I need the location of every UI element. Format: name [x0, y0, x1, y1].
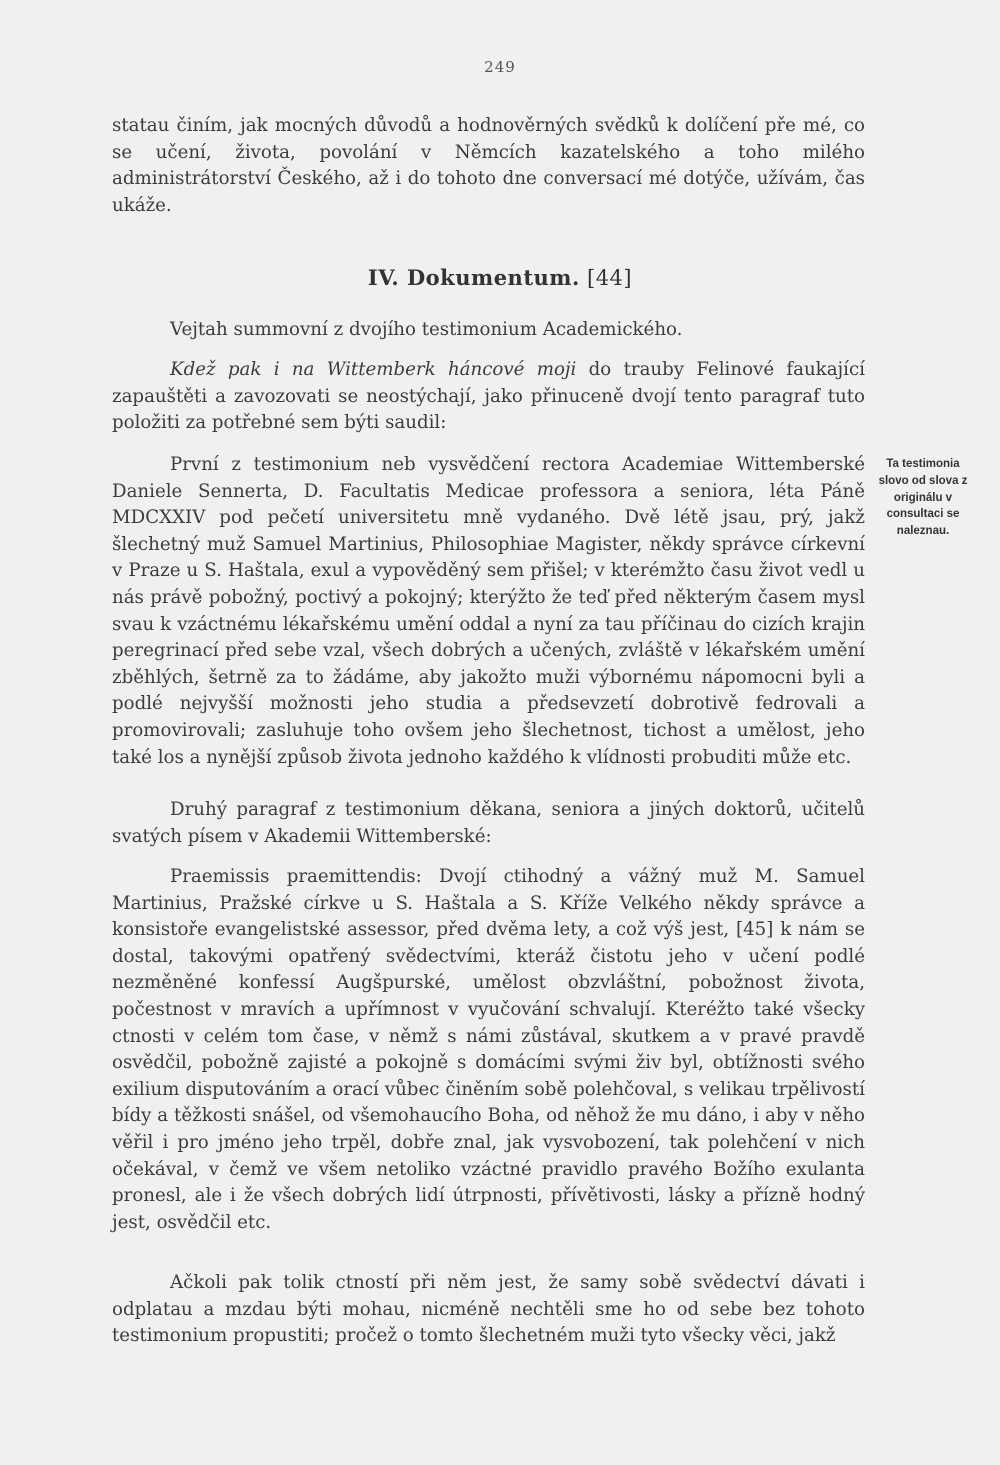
paragraph-first-testimonium: První z testimonium neb vysvědčení rectora Academiae Wittemberské Daniele Sennerta, D. Facultatis Medicae professora a seniora, léta Páně MDCXXIV pod pečetí universitetu mně vydaného. Dvě létě jsau, prý, jakž šlechetný muž Samuel Martinius, Philosophiae Magister, někdy správce církevní v Praze u S. Haštala, exul a vypověděný sem přišel; v kterémžto času život vedl u nás právě pobožný, poctivý a pokojný; kterýžto že teď před některým časem mysl svau k vzáctnému lékařskému umění oddal a nyní za tau příčinau do cizích krajin peregrinací před sebe vzal, všech dobrých a učených, zvláště v lékařském umění zběhlých, šetrně za to žádáme, aby jakožto muži výbornému nápomocni byli a podlé nejvyšší možnosti jeho studia a předsevzetí dobrotivě fedrovali a promovirovali; zasluhuje toho ovšem jeho šlechetnost, tichost a umělost, jeho také los a nynější způsob života jednoho každého k vlídnosti probuditi může etc.	[112, 454, 865, 768]
heading-reference: [44]	[579, 266, 633, 290]
paragraph-summary: Vejtah summovní z dvojího testimonium Academického.	[170, 319, 683, 340]
margin-note: Ta testimonia slovo od slova z originálu v consultaci se naleznau.	[878, 458, 968, 538]
paragraph-opening: statau činím, jak mocných důvodů a hodnověrných svědků k dolíčení pře mé, co se učení, života, povolání v Němcích kazatelského a toho milého administrátorství Českého, až i do tohoto dne conversací mé dotýče, užívám, čas ukáže.	[112, 115, 865, 216]
paragraph-closing: Ačkoli pak tolik ctností při něm jest, že samy sobě svědectví dávati i odplatau a mzdau býti mohau, nicméně nechtěli sme ho od sebe bez tohoto testimonium propustiti; pročež o tomto šlechetném muži tyto všecky věci, jakž	[112, 1272, 865, 1347]
section-heading	[0, 265, 1000, 290]
heading-title: IV. Dokumentum.	[367, 265, 580, 290]
paragraph-intro	[112, 357, 865, 437]
paragraph-second-testimonium: Praemissis praemittendis: Dvojí ctihodný a vážný muž M. Samuel Martinius, Pražské církve u S. Haštala a S. Kříže Velkého někdy správce a konsistoře evangelistské assessor, před dvěma lety, a což výš jest, [45] k nám se dostal, takovými opatřený svědectvími, kteráž čistotu jeho v učení podlé nezměněné konfessí Augšpurské, umělost obzvláštní, pobožnost života, počestnost v mravích a upřímnost v vyučování schvalují. Kteréžto také všecky ctnosti v celém tom čase, v němž s námi zůstával, skutkem a v pravé pravdě osvědčil, pobožně zajisté a pokojně s domácími svými živ byl, obtížnosti svého exilium disputováním a orací vůbec činěním sobě polehčoval, s velikau trpělivostí bídy a těžkosti snášel, od všemohaucího Boha, od něhož že mu dáno, i aby v něho věřil i pro jméno jeho trpěl, dobře znal, jak vysvobození, tak polehčení v nich očekával, v čemž ve všem netoliko vzáctné pravidlo pravého Božího exulanta pronesl, ale i že všech dobrých lidí útrpnosti, přívětivosti, lásky a přízně hodný jest, osvědčil etc.	[112, 866, 865, 1233]
italic-phrase: Kdež pak i na Wittemberk háncové moji	[170, 359, 577, 380]
paragraph-second-heading: Druhý paragraf z testimonium děkana, seniora a jiných doktorů, učitelů svatých písem v Akademii Wittemberské:	[112, 799, 865, 847]
page-number: 249	[484, 58, 516, 76]
paragraph-intro-text: do trauby Felinové faukající zapauštěti a zavozovati se neostýchají, jako přinuceně dvojí tento paragraf tuto položiti za potřebné sem býti saudil:	[112, 359, 865, 434]
